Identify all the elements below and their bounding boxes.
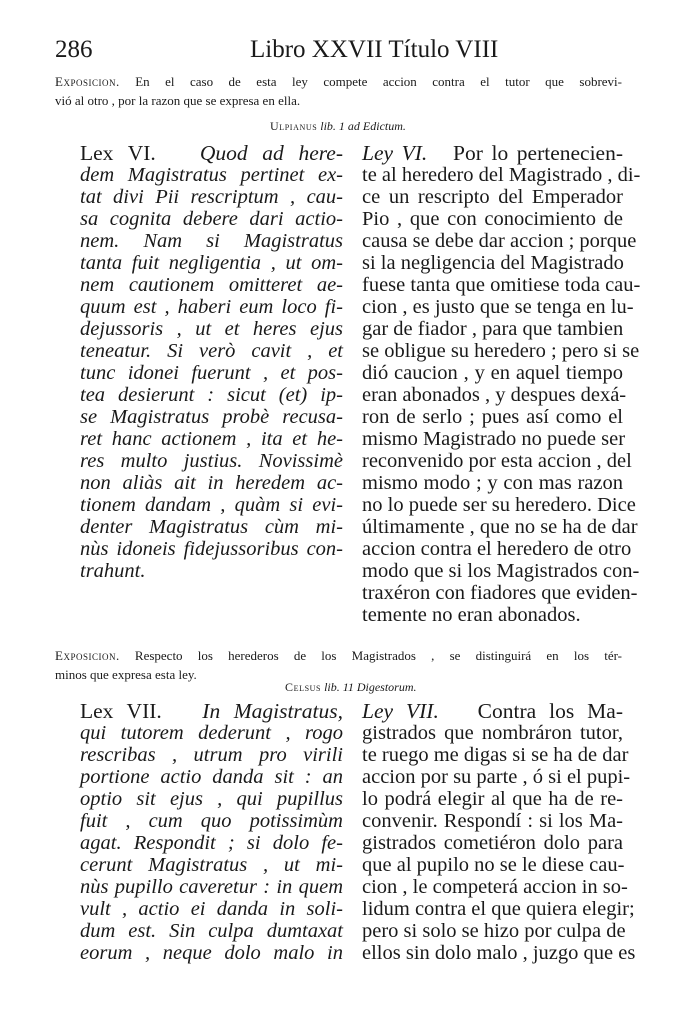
exposition-lead: Exposicion. [55,648,120,663]
text-line: tionem dandam , quàm si evi- [80,494,343,516]
text-line: reconvenido por esta accion , del [362,450,632,472]
text-line: non aliàs ait in heredem ac- [80,472,343,494]
law-heading: Lex VI. [80,141,156,165]
text-line: fuese tanta que omitiese toda cau- [362,274,641,296]
text-line: te al heredero del Magistrado , di- [362,164,641,186]
source-author: Ulpianus [270,119,318,133]
text-line: nùs pupillo caveretur : in quem [80,876,343,898]
text-line: Pio , que con conocimiento de [362,208,623,230]
source-work: lib. 1 ad Edictum. [320,119,406,133]
text-line: eorum , neque dolo malo in [80,942,343,964]
text-line: Lex VI. Quod ad here- [80,141,344,165]
text-line: portione actio danda sit : an [80,766,343,788]
text-line: te ruego me digas si se ha de dar [362,744,629,766]
text-line: teneatur. Si verò cavit , et [80,340,343,362]
text-line: ron de serlo ; pues así como el [362,406,623,428]
latin-text-lex-6 [80,142,343,582]
text-line: fuit , cum quo potissimùm [80,810,343,832]
text-line: dejussoris , ut et heres ejus [80,318,343,340]
text-line: Lex VII. In Magistratus, [80,699,343,723]
text-line: denter Magistratus cùm mi- [80,516,343,538]
text-line: accion contra el heredero de otro [362,538,632,560]
text-line: mismo Magistrado no puede ser [362,428,626,450]
text-line: cion , le competerá accion in so- [362,876,628,898]
text-line: mismo modo ; y con mas razon [362,472,623,494]
text-line: pero si solo se hizo por culpa de [362,920,626,942]
text-line: traxéron con fiadores que eviden- [362,582,638,604]
spanish-text-ley-7 [362,699,636,964]
source-work: lib. 11 Digestorum. [324,680,417,694]
text-line: dem Magistratus pertinet ex- [80,164,343,186]
text-line: ellos sin dolo malo , juzgo que es [362,942,636,964]
exposition-lead: Exposicion. [55,74,120,89]
running-head [55,36,627,68]
text-line: qui tutorem dederunt , rogo [80,722,343,744]
text-line: si la negligencia del Magistrado [362,252,624,274]
text-line: lidum contra el que quiera elegir; [362,898,635,920]
text-line: optio sit ejus , qui pupillus [80,788,343,810]
text-line: gar de fiador , para que tambien [362,318,624,340]
spanish-text-ley-6 [362,141,641,626]
text-line: trahunt. [80,560,146,582]
text-line: tat divi Pii rescriptum , cau- [80,186,343,208]
text-line: ret hanc actionem , ita et he- [80,428,343,450]
text-line: no lo puede ser su heredero. Dice [362,494,636,516]
source-author: Celsus [285,680,322,694]
text-line: dum est. Sin culpa dumtaxat [80,920,343,942]
source-citation-1 [270,119,406,134]
text-line: temente no eran abonados. [362,604,581,626]
text-line: últimamente , que no se ha de dar [362,516,638,538]
text-line: dió caucion , y en aquel tiempo [362,362,623,384]
running-title: Libro XXVII Título VIII [250,36,499,63]
text-line: que al pupilo no se le diese cau- [362,854,625,876]
text-line: rescribas , utrum pro virili [80,744,343,766]
text-line: modo que si los Magistrados con- [362,560,640,582]
text-line: se obligue su heredero ; pero si se [362,340,640,362]
exposition-line: minos que expresa esta ley. [55,667,197,682]
text-line: se Magistratus probè recusa- [80,406,343,428]
source-citation-2 [285,680,417,695]
text-line: res multo justius. Novissimè [80,450,343,472]
law-heading: Lex VII. [80,699,162,723]
text-line: Ley VII. Contra los Ma- [362,699,623,723]
latin-text-lex-7 [80,700,343,964]
text-line: nem cautionem omitteret ae- [80,274,343,296]
law-heading: Ley VI. [362,141,428,165]
text-line: gistrados cometiéron dolo para [362,832,623,854]
text-line: causa se debe dar accion ; porque [362,230,637,252]
text-line: convenir. Respondí : si los Ma- [362,810,623,832]
law-heading: Ley VII. [362,699,439,723]
exposition-line: Exposicion. En el caso de esta ley compete accion contra el tutor que sobrevi- [55,74,622,89]
text-line: tanta fuit negligentia , ut om- [80,252,343,274]
text-line: nùs idoneis fidejussoribus con- [80,538,343,560]
text-line: agat. Respondit ; si dolo fe- [80,832,343,854]
text-line: eran abonados , y despues dexá- [362,384,627,406]
text-line: sa cognita debere dari actio- [80,208,343,230]
text-line: tea desierunt : sicut (et) ip- [80,384,343,406]
text-line: nem. Nam si Magistratus [80,230,343,252]
text-line: quum est , haberi eum loco fi- [80,296,343,318]
text-line: vult , actio ei danda in soli- [80,898,343,920]
exposition-line: Exposicion. Respecto los herederos de los Magistrados , se distinguirá en los tér- [55,648,623,663]
exposition-note-2 [55,646,622,684]
text-line: gistrados que nombráron tutor, [362,722,623,744]
exposition-line: vió al otro , por la razon que se expresa en ella. [55,93,301,108]
text-line: cerunt Magistratus , ut mi- [80,854,343,876]
text-line: ce un rescripto del Emperador [362,186,623,208]
text-line: accion por su parte , ó si el pupi- [362,766,631,788]
page-number: 286 [55,36,93,63]
exposition-note-1 [55,72,622,110]
text-line: cion , es justo que se tenga en lu- [362,296,634,318]
text-line: tunc idonei fuerunt , et pos- [80,362,343,384]
text-line: Ley VI. Por lo pertenecien- [362,141,624,165]
text-line: lo podrá elegir al que ha de re- [362,788,623,810]
